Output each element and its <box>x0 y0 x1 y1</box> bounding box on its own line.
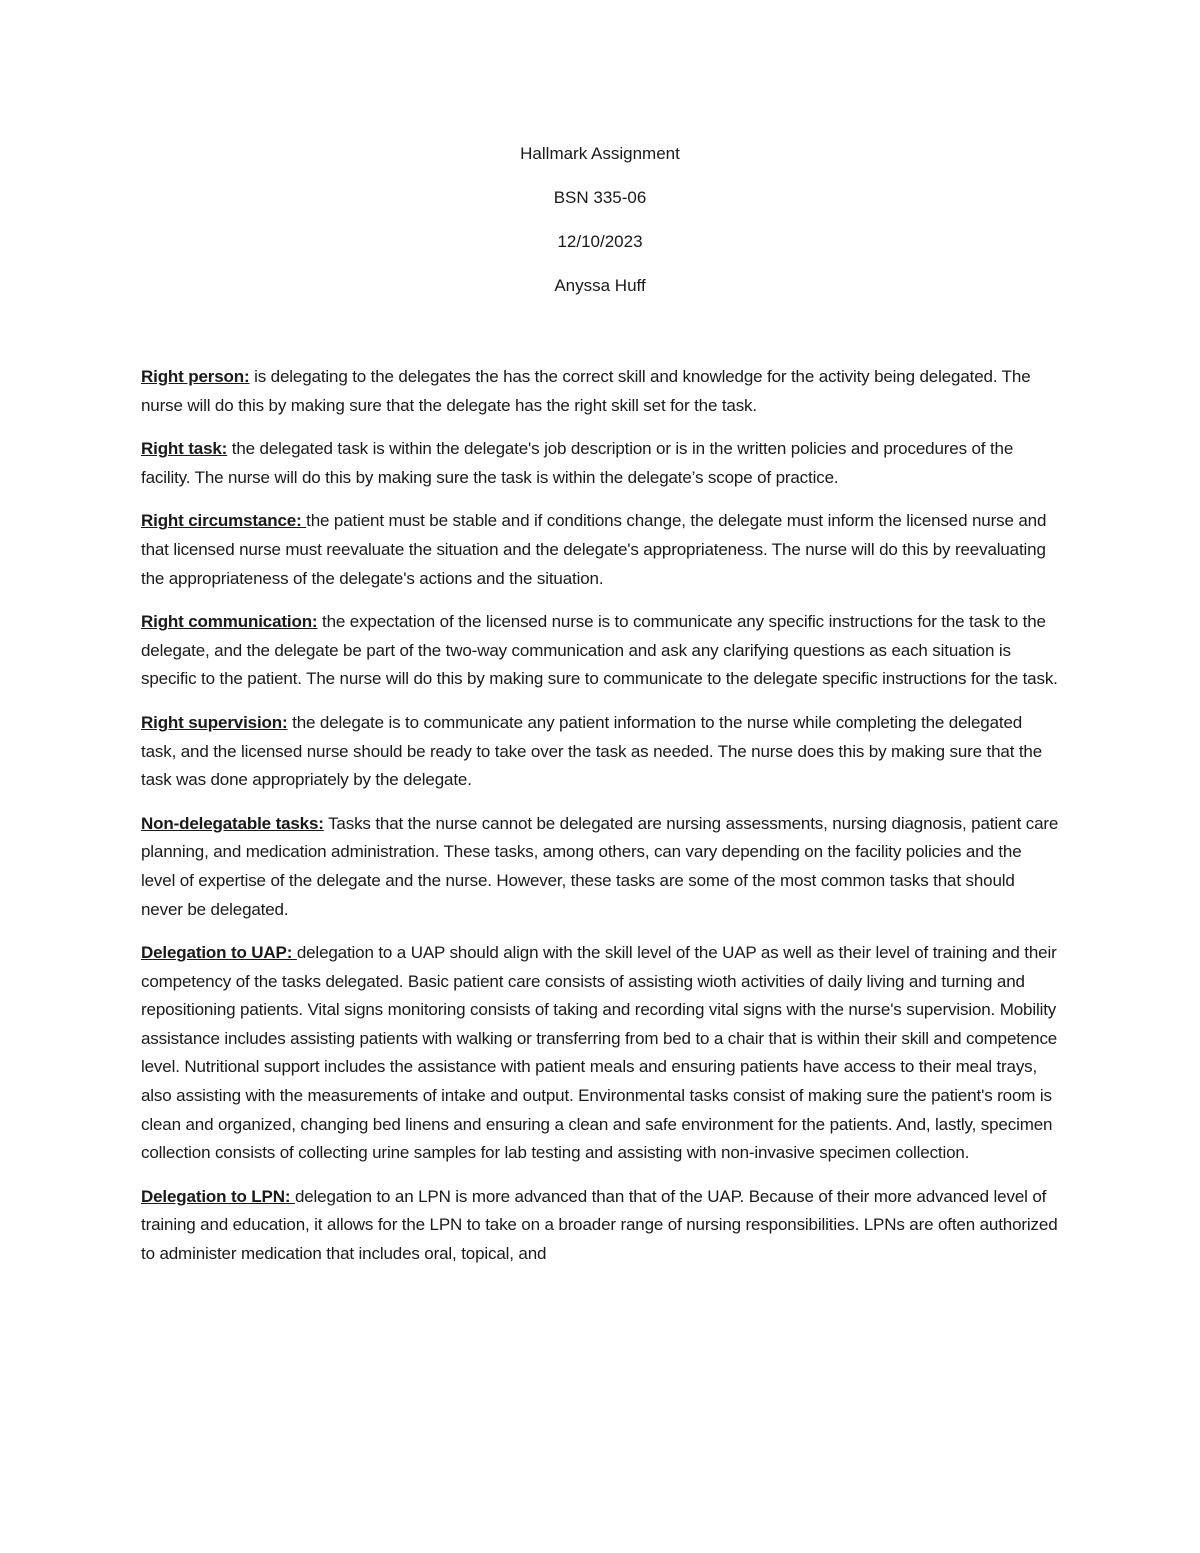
section-right-supervision <box>141 709 1059 795</box>
section-non-delegatable <box>141 810 1059 924</box>
section-text: delegation to an LPN is more advanced than that of the UAP. Because of their more advanced level of training and education, it allows for the LPN to take on a broader range of nursing responsibilities. LPNs are often authorized to administer medication that includes oral, topical, and <box>141 1186 1058 1264</box>
section-term: Delegation to UAP: <box>141 943 297 963</box>
section-term: Right circumstance: <box>141 511 307 531</box>
section-right-circumstance <box>141 507 1059 593</box>
author-name: Anyssa Huff <box>554 276 646 295</box>
section-text: is delegating to the delegates the has the correct skill and knowledge for the activity being delegated. The nurse will do this by making sure that the delegate has the right skill set for the task. <box>141 367 1031 415</box>
section-term: Delegation to LPN: <box>141 1186 295 1206</box>
section-term: Non-delegatable tasks: <box>141 813 324 833</box>
course-code: BSN 335-06 <box>553 188 647 207</box>
section-text: the expectation of the licensed nurse is to communicate any specific instructions for the task to the delegate, and the delegate be part of the two-way communication and ask any clarifying questions as each situation is specific to the patient. The nurse will do this by making sure to communicate to the delegate specific instructions for the task. <box>141 612 1058 689</box>
section-right-communication <box>141 608 1059 694</box>
title-block <box>0 143 1200 319</box>
section-term: Right person: <box>141 367 250 386</box>
section-right-person <box>141 363 1059 420</box>
section-text: Tasks that the nurse cannot be delegated are nursing assessments, nursing diagnosis, patient care planning, and medication administration. These tasks, among others, can vary depending on the facility policies and the level of expertise of the delegate and the nurse. However, these tasks are some of the most common tasks that should never be delegated. <box>141 813 1059 919</box>
section-text: the delegated task is within the delegate's job description or is in the written policies and procedures of the facility. The nurse will do this by making sure the task is within the delegate’s scope of practice. <box>141 439 1014 487</box>
section-delegation-lpn <box>141 1183 1059 1269</box>
section-delegation-uap <box>141 939 1059 1168</box>
section-text: delegation to a UAP should align with the skill level of the UAP as well as their level of training and their competency of the tasks delegated. Basic patient care consists of assisting wioth activities of daily living and turning and repositioning patients. Vital signs monitoring consists of taking and recording vital signs with the nurse's supervision. Mobility assistance includes assisting patients with walking or transferring from bed to a chair that is within their skill and competence level. Nutritional support includes the assistance with patient meals and ensuring patients have access to their meal trays, also assisting with the measurements of intake and output. Environmental tasks consist of making sure the patient's room is clean and organized, changing bed linens and ensuring a clean and safe environment for the patients. And, lastly, specimen collection consists of collecting urine samples for lab testing and assisting with non-invasive specimen collection. <box>141 943 1058 1163</box>
section-text: the patient must be stable and if conditions change, the delegate must inform the licensed nurse and that licensed nurse must reevaluate the situation and the delegate's appropriateness. The nurse will do this by reevaluating the appropriateness of the delegate's actions and the situation. <box>141 511 1047 588</box>
section-term: Right supervision: <box>141 712 288 732</box>
document-body <box>141 363 1059 1284</box>
document-date: 12/10/2023 <box>557 232 643 251</box>
section-right-task <box>141 435 1059 492</box>
document-title: Hallmark Assignment <box>520 144 680 163</box>
section-term: Right communication: <box>141 612 318 632</box>
section-term: Right task: <box>141 439 228 459</box>
section-text: the delegate is to communicate any patient information to the nurse while completing the delegated task, and the licensed nurse should be ready to take over the task as needed. The nurse does this by making sure that the task was done appropriately by the delegate. <box>141 712 1043 790</box>
